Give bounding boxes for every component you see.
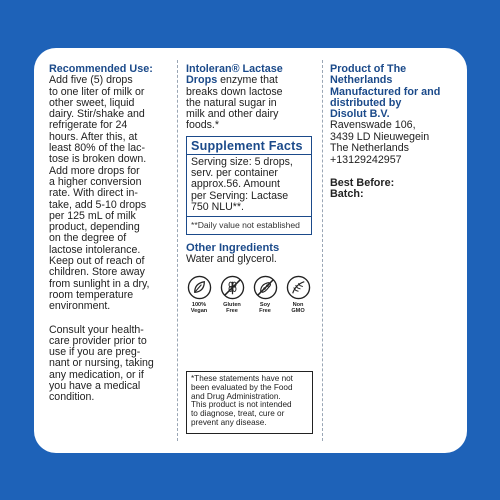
sf-line: 750 NLU**.: [191, 200, 244, 213]
badge-label: [223, 302, 241, 314]
usage-line: tose is broken down.: [49, 153, 147, 166]
usage-line: hours. After this, at: [49, 130, 138, 143]
gluten-free-icon: [220, 275, 245, 300]
consult-line: condition.: [49, 391, 95, 404]
ingredients-heading: Other Ingredients: [186, 242, 280, 255]
supplement-facts-box: [186, 136, 312, 235]
manufacturer-heading-line: Manufactured for and: [330, 85, 441, 98]
non-gmo-icon: [286, 275, 311, 300]
consult-line: Consult your health-: [49, 323, 144, 336]
usage-line: room temperature: [49, 288, 134, 301]
intro-rest: enzyme that: [217, 74, 278, 87]
usage-line: to one liter of milk or: [49, 85, 145, 98]
address-line: The Netherlands: [330, 142, 410, 155]
usage-line: Add five (5) drops: [49, 74, 133, 87]
sf-line: serv. per container: [191, 167, 278, 180]
column-divider-right: [322, 60, 323, 441]
intro-line: the natural sugar in: [186, 96, 277, 109]
product-label: [34, 48, 467, 453]
disclaimer-line: and Drug Administration.: [191, 391, 281, 401]
manufacturer-heading-line: Netherlands: [330, 74, 393, 87]
badge-line: Vegan: [190, 307, 208, 314]
usage-line: take, add 5-10 drops: [49, 198, 147, 211]
usage-line: a higher conversion: [49, 175, 142, 188]
badge-non-gmo: [285, 275, 311, 314]
daily-value-note: **Daily value not established: [187, 216, 311, 234]
soy-free-icon: [253, 275, 278, 300]
intro-line: foods.*: [186, 119, 219, 132]
phone-number: +13129242957: [330, 153, 402, 166]
product-column: [186, 64, 316, 314]
vegan-leaf-icon: [187, 275, 212, 300]
badge-line: 100%: [191, 301, 207, 308]
consult-line: care provider prior to: [49, 334, 147, 347]
brand-line-2: [186, 75, 316, 86]
badge-vegan: [186, 275, 212, 314]
disclaimer-line: *These statements have not: [191, 374, 293, 383]
product-intro: [186, 64, 316, 132]
sf-line: approx.56. Amount: [191, 178, 280, 191]
usage-line: environment.: [49, 300, 111, 313]
batch-label: Batch:: [330, 188, 364, 201]
sf-line: Serving size: 5 drops,: [191, 155, 293, 168]
usage-line: product, depending: [49, 221, 140, 234]
usage-line: children. Store away: [49, 266, 145, 279]
supplement-facts-title: Supplement Facts: [187, 137, 311, 155]
usage-heading: Recommended Use:: [49, 63, 153, 75]
badge-label: [191, 302, 207, 314]
usage-line: on the degree of: [49, 232, 127, 245]
usage-line: other sweet, liquid: [49, 96, 135, 109]
manufacturer-heading-line: Product of The: [330, 63, 407, 75]
brand-line-1: Intoleran® Lactase: [186, 63, 283, 75]
disclaimer-line: been evaluated by the Food: [191, 382, 293, 392]
usage-line: refrigerate for 24: [49, 119, 128, 132]
badge-label: [291, 302, 304, 314]
best-before-label: Best Before:: [330, 177, 395, 190]
usage-line: least 80% of the lac-: [49, 142, 145, 155]
usage-line: Add more drops for: [49, 164, 140, 177]
consult-line: you have a medical: [49, 380, 141, 393]
consult-line: any medication, or if: [49, 368, 144, 381]
manufacturer-heading-line: distributed by: [330, 96, 402, 109]
ingredients-text: Water and glycerol.: [186, 253, 277, 266]
badge-line: Gluten: [223, 301, 241, 308]
usage-column: [49, 64, 177, 404]
manufacturer-heading: [330, 64, 458, 120]
badge-label: [259, 302, 271, 314]
badge-gluten-free: [219, 275, 245, 314]
manufacturer-column: [330, 64, 458, 201]
usage-line: per 125 mL of milk: [49, 209, 136, 222]
disclaimer-line: This product is not intended: [191, 400, 292, 410]
column-divider-left: [177, 60, 178, 441]
disclaimer-line: prevent any disease.: [191, 417, 267, 427]
spacer: [49, 313, 177, 325]
consult-line: use if you are preg-: [49, 346, 141, 359]
consult-line: nant or nursing, taking: [49, 357, 154, 370]
consult-text: [49, 325, 177, 404]
usage-line: dairy. Stir/shake and: [49, 108, 145, 121]
usage-line: from sunlight in a dry,: [49, 277, 150, 290]
address-line: 3439 LD Nieuwegein: [330, 130, 430, 143]
sf-line: per Serving: Lactase: [191, 189, 289, 202]
badge-line: Soy: [259, 301, 271, 308]
manufacturer-heading-line: Disolut B.V.: [330, 108, 390, 121]
badge-line: Free: [259, 307, 271, 314]
address-line: Ravenswade 106,: [330, 119, 416, 132]
usage-line: Keep out of reach of: [49, 255, 145, 268]
intro-line: breaks down lactose: [186, 85, 283, 98]
badge-line: GMO: [291, 307, 305, 314]
usage-line: lactose intolerance.: [49, 243, 141, 256]
badge-soy-free: [252, 275, 278, 314]
disclaimer-line: to diagnose, treat, cure or: [191, 409, 285, 419]
badge-line: Free: [226, 307, 238, 314]
manufacturer-address: [330, 120, 458, 166]
brand-name: Drops: [186, 74, 218, 87]
intro-line: milk and other dairy: [186, 108, 279, 121]
badge-row: [186, 275, 316, 314]
usage-line: rate. With direct in-: [49, 187, 138, 200]
badge-line: Non: [292, 301, 304, 308]
usage-text: [49, 75, 177, 312]
supplement-facts-body: [187, 155, 311, 216]
fda-disclaimer: [186, 371, 313, 434]
